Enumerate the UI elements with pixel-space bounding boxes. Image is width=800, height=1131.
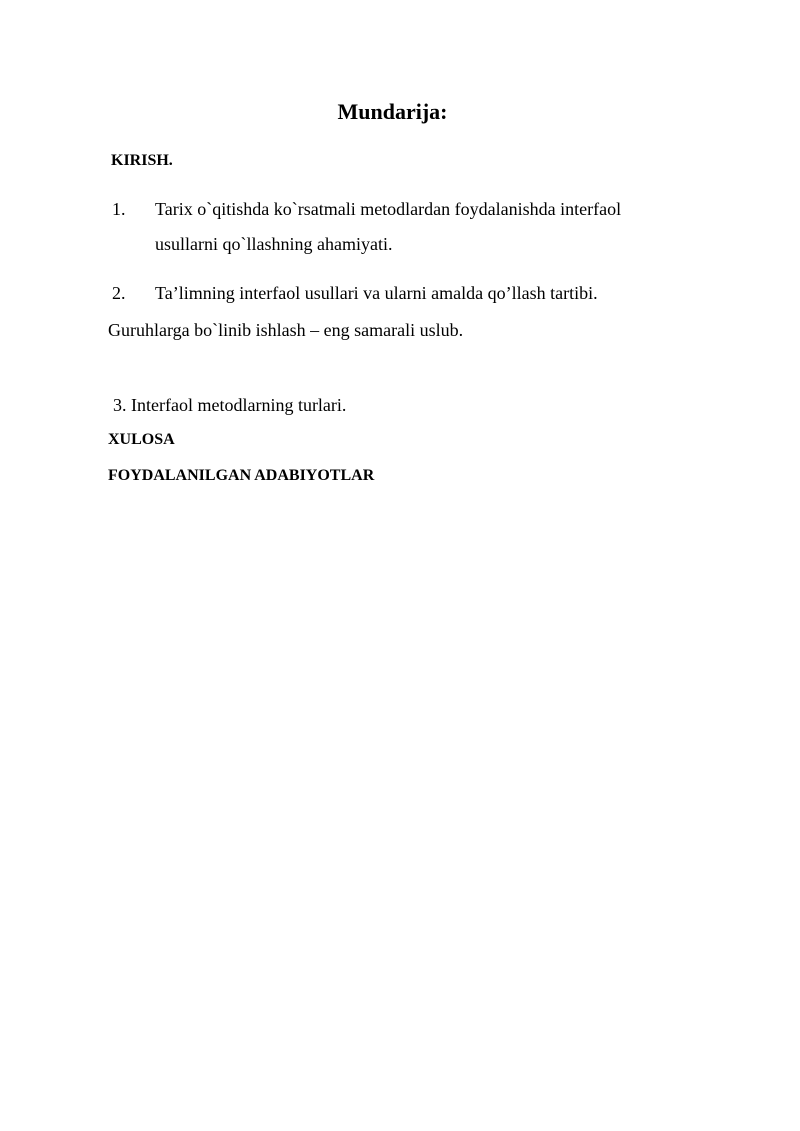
toc-item-number: 2. — [112, 283, 126, 303]
toc-item-text: Ta’limning interfaol usullari va ularni amalda qo’llash tartibi. — [155, 283, 598, 303]
references-heading: FOYDALANILGAN ADABIYOTLAR — [108, 467, 375, 484]
toc-item-number: 1. — [112, 199, 126, 219]
toc-item-2-continuation: Guruhlarga bo`linib ishlash – eng samarali uslub. — [108, 320, 464, 340]
toc-item-text-continued: usullarni qo`llashning ahamiyati. — [155, 234, 393, 254]
page-title: Mundarija: — [337, 99, 448, 124]
intro-heading: KIRISH. — [111, 152, 173, 169]
toc-item-3: 3. Interfaol metodlarning turlari. — [113, 395, 347, 415]
toc-item-text: Tarix o`qitishda ko`rsatmali metodlardan foydalanishda interfaol — [155, 199, 622, 219]
conclusion-heading: XULOSA — [108, 431, 175, 448]
